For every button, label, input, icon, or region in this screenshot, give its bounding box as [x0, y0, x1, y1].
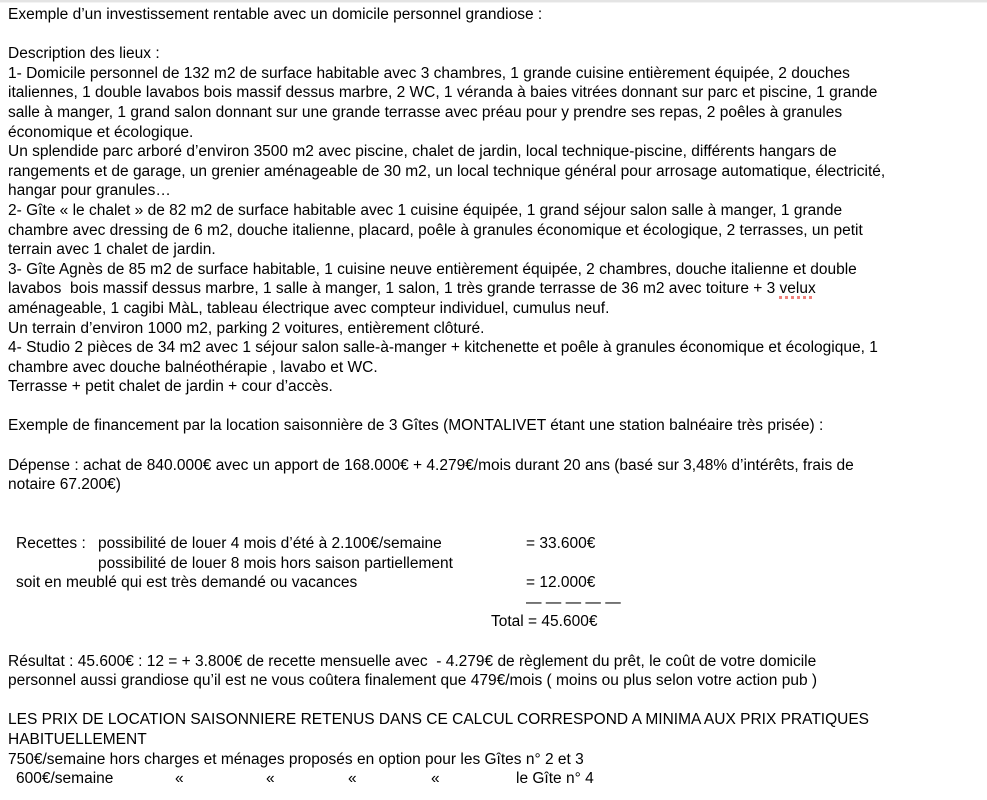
text-line	[8, 612, 979, 632]
text-segment: 4- Studio 2 pièces de 34 m2 avec 1 séjour salon salle-à-manger + kitchenette et poêle à granules économique et écologique, 1	[8, 339, 878, 357]
text-segment: Recettes :	[16, 535, 86, 553]
text-segment: aménageable, 1 cagibi MàL, tableau électrique avec compteur individuel, cumulus neuf.	[8, 299, 610, 317]
text-segment: Terrasse + petit chalet de jardin + cour d’accès.	[8, 378, 333, 396]
text-segment: rangements et de garage, un grenier aménageable de 30 m2, un local technique général pour arrosage automatique, électricité,	[8, 162, 886, 180]
text-line	[8, 495, 979, 515]
text-segment: «	[175, 770, 184, 788]
text-segment: italiennes, 1 double lavabos bois massif dessus marbre, 2 WC, 1 véranda à baies vitrées donnant sur parc et piscine, 1 grande	[8, 84, 878, 102]
text-segment: HABITUELLEMENT	[8, 730, 147, 748]
text-segment: hangar pour granules…	[8, 182, 171, 200]
text-line	[8, 573, 979, 593]
text-line	[8, 416, 979, 436]
text-segment: Description des lieux :	[8, 45, 160, 63]
text-line	[8, 181, 979, 201]
document-page[interactable]	[0, 3, 987, 789]
text-line	[8, 358, 979, 378]
text-line	[8, 632, 979, 652]
text-line	[8, 142, 979, 162]
text-line	[8, 162, 979, 182]
text-segment: le Gîte n° 4	[516, 770, 594, 788]
text-segment: 1- Domicile personnel de 132 m2 de surface habitable avec 3 chambres, 1 grande cuisine entièrement équipée, 2 douches	[8, 64, 850, 82]
text-segment: terrain avec 1 chalet de jardin.	[8, 241, 216, 259]
text-segment: économique et écologique.	[8, 123, 194, 141]
text-segment: — — — — —	[526, 593, 621, 611]
text-segment: Un splendide parc arboré d’environ 3500 m2 avec piscine, chalet de jardin, local technique-piscine, différents hangars de	[8, 143, 837, 161]
text-line	[8, 221, 979, 241]
text-line	[8, 103, 979, 123]
text-segment: lavabos bois massif dessus marbre, 1 salle à manger, 1 salon, 1 très grande terrasse de 36 m2 avec toiture + 3	[8, 280, 780, 298]
text-segment: Total = 45.600€	[491, 613, 598, 631]
text-line	[8, 338, 979, 358]
text-line	[8, 671, 979, 691]
text-line	[8, 64, 979, 84]
text-segment: salle à manger, 1 grand salon donnant sur une grande terrasse avec préau pour y prendre ses repas, 2 poêles à granules	[8, 103, 843, 121]
text-segment: possibilité de louer 4 mois d’été à 2.100€/semaine	[98, 535, 442, 553]
text-line	[8, 691, 979, 711]
text-line	[8, 279, 979, 299]
text-line	[8, 5, 979, 25]
text-line	[8, 475, 979, 495]
text-segment: Exemple d’un investissement rentable avec un domicile personnel grandiose :	[8, 6, 543, 23]
text-line	[8, 240, 979, 260]
text-segment: 600€/semaine	[16, 770, 114, 788]
text-segment: chambre avec douche balnéothérapie , lavabo et WC.	[8, 358, 378, 376]
text-segment: personnel aussi grandiose qu’il est ne vous coûtera finalement que 479€/mois ( moins ou plus selon votre action pub )	[8, 672, 818, 690]
text-segment: Résultat : 45.600€ : 12 = + 3.800€ de recette mensuelle avec - 4.279€ de règlement du prêt, le coût de votre domicile	[8, 652, 817, 670]
text-line	[8, 554, 979, 574]
text-line	[8, 514, 979, 534]
text-segment: soit en meublé qui est très demandé ou vacances	[16, 574, 358, 592]
text-segment: Un terrain d’environ 1000 m2, parking 2 voitures, entièrement clôturé.	[8, 319, 485, 337]
text-line	[8, 710, 979, 730]
text-segment: possibilité de louer 8 mois hors saison partiellement	[98, 554, 453, 572]
text-line	[8, 319, 979, 339]
text-segment: «	[431, 770, 440, 788]
text-line	[8, 123, 979, 143]
text-line	[8, 456, 979, 476]
text-line	[8, 83, 979, 103]
text-line	[8, 377, 979, 397]
text-line	[8, 397, 979, 417]
text-segment: Dépense : achat de 840.000€ avec un apport de 168.000€ + 4.279€/mois durant 20 ans (basé sur 3,48% d’intérêts, frais de	[8, 456, 854, 474]
text-line	[8, 652, 979, 672]
text-line	[8, 201, 979, 221]
text-line	[8, 750, 979, 770]
text-line	[8, 436, 979, 456]
text-segment: Exemple de financement par la location saisonnière de 3 Gîtes (MONTALIVET étant une station balnéaire très prisée) :	[8, 417, 824, 435]
text-line	[8, 44, 979, 64]
text-line	[8, 593, 979, 613]
text-line	[8, 260, 979, 280]
text-segment: 3- Gîte Agnès de 85 m2 de surface habitable, 1 cuisine neuve entièrement équipée, 2 chambres, douche italienne et double	[8, 260, 857, 278]
misspelled-word: velux	[779, 280, 816, 298]
text-line	[8, 730, 979, 750]
text-line	[8, 299, 979, 319]
text-segment: 750€/semaine hors charges et ménages proposés en option pour les Gîtes n° 2 et 3	[8, 750, 584, 768]
text-line	[8, 25, 979, 45]
text-line	[8, 534, 979, 554]
text-line	[8, 769, 979, 789]
text-segment: «	[348, 770, 357, 788]
text-segment: chambre avec dressing de 6 m2, douche italienne, placard, poêle à granules économique et écologique, 2 terrasses, un petit	[8, 221, 863, 239]
text-segment: = 33.600€	[526, 535, 596, 553]
text-segment: = 12.000€	[526, 574, 596, 592]
text-segment: 2- Gîte « le chalet » de 82 m2 de surface habitable avec 1 cuisine équipée, 1 grand séjour salon salle à manger, 1 grande	[8, 201, 843, 219]
text-segment: notaire 67.200€)	[8, 476, 121, 494]
text-segment: «	[266, 770, 275, 788]
text-segment: LES PRIX DE LOCATION SAISONNIERE RETENUS DANS CE CALCUL CORRESPOND A MINIMA AUX PRIX PRATIQUES	[8, 711, 870, 729]
